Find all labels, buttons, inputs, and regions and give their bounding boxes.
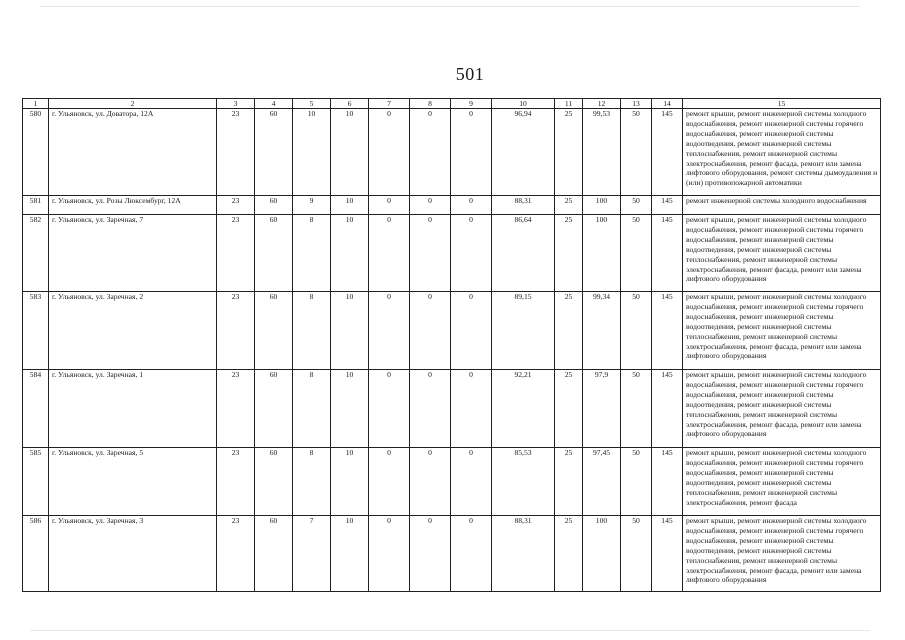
value-cell: 100	[583, 196, 621, 215]
column-number: 4	[255, 99, 293, 109]
value-cell: 9	[293, 196, 331, 215]
value-cell: 0	[410, 215, 451, 292]
column-number: 15	[683, 99, 881, 109]
value-cell: 8	[293, 292, 331, 370]
table-row	[23, 196, 881, 215]
column-number: 3	[217, 99, 255, 109]
column-number: 12	[583, 99, 621, 109]
value-cell: 23	[217, 516, 255, 592]
value-cell: 8	[293, 370, 331, 448]
value-cell: 0	[451, 370, 492, 448]
value-cell: 10	[331, 196, 369, 215]
column-number: 6	[331, 99, 369, 109]
table-row	[23, 448, 881, 516]
value-cell: 10	[331, 370, 369, 448]
value-cell: 0	[451, 109, 492, 196]
value-cell: 60	[255, 196, 293, 215]
value-cell: 0	[451, 292, 492, 370]
value-cell: 0	[451, 196, 492, 215]
value-cell: 7	[293, 516, 331, 592]
column-number: 9	[451, 99, 492, 109]
value-cell: 60	[255, 215, 293, 292]
works-description-cell: ремонт крыши, ремонт инженерной системы холодного водоснабжения, ремонт инженерной системы горячего водоснабжения, ремонт инженерной системы водоотведения, ремонт инженерной системы теплоснабжения, ремонт инженерной системы электроснабжения, ремонт фасада	[683, 448, 881, 516]
value-cell: 0	[451, 448, 492, 516]
value-cell: 0	[451, 215, 492, 292]
address-cell: г. Ульяновск, ул. Заречная, 3	[49, 516, 217, 592]
value-cell: 99,34	[583, 292, 621, 370]
value-cell: 10	[331, 292, 369, 370]
value-cell: 0	[410, 370, 451, 448]
column-number: 11	[555, 99, 583, 109]
value-cell: 25	[555, 370, 583, 448]
value-cell: 10	[331, 109, 369, 196]
table-row	[23, 215, 881, 292]
column-number: 7	[369, 99, 410, 109]
value-cell: 0	[369, 196, 410, 215]
value-cell: 60	[255, 516, 293, 592]
value-cell: 97,45	[583, 448, 621, 516]
value-cell: 60	[255, 292, 293, 370]
value-cell: 8	[293, 215, 331, 292]
column-number: 14	[652, 99, 683, 109]
table-row	[23, 370, 881, 448]
value-cell: 23	[217, 196, 255, 215]
value-cell: 25	[555, 109, 583, 196]
works-description-cell: ремонт крыши, ремонт инженерной системы холодного водоснабжения, ремонт инженерной системы горячего водоснабжения, ремонт инженерной системы водоотведения, ремонт инженерной системы теплоснабжения, ремонт инженерной системы электроснабжения, ремонт фасада, ремонт или замена лифтового оборудования	[683, 516, 881, 592]
value-cell: 0	[369, 109, 410, 196]
value-cell: 50	[621, 109, 652, 196]
value-cell: 25	[555, 292, 583, 370]
value-cell: 145	[652, 448, 683, 516]
repair-program-table	[22, 98, 881, 592]
value-cell: 23	[217, 109, 255, 196]
value-cell: 92,21	[492, 370, 555, 448]
value-cell: 50	[621, 370, 652, 448]
value-cell: 0	[369, 370, 410, 448]
table-row	[23, 516, 881, 592]
value-cell: 25	[555, 448, 583, 516]
value-cell: 10	[331, 448, 369, 516]
value-cell: 50	[621, 516, 652, 592]
value-cell: 23	[217, 215, 255, 292]
column-number: 13	[621, 99, 652, 109]
value-cell: 8	[293, 448, 331, 516]
value-cell: 86,64	[492, 215, 555, 292]
address-cell: г. Ульяновск, ул. Заречная, 7	[49, 215, 217, 292]
row-number: 586	[23, 516, 49, 592]
row-number: 585	[23, 448, 49, 516]
value-cell: 0	[410, 516, 451, 592]
column-number: 2	[49, 99, 217, 109]
table-row	[23, 109, 881, 196]
works-description-cell: ремонт инженерной системы холодного водоснабжения	[683, 196, 881, 215]
value-cell: 60	[255, 109, 293, 196]
column-number-row	[23, 99, 881, 109]
value-cell: 10	[331, 516, 369, 592]
works-description-cell: ремонт крыши, ремонт инженерной системы холодного водоснабжения, ремонт инженерной системы горячего водоснабжения, ремонт инженерной системы водоотведения, ремонт инженерной системы теплоснабжения, ремонт инженерной системы электроснабжения, ремонт фасада, ремонт или замена лифтового оборудования, ремонт системы дымоудаления и (или) противопожарной автоматики	[683, 109, 881, 196]
row-number: 584	[23, 370, 49, 448]
value-cell: 85,53	[492, 448, 555, 516]
value-cell: 25	[555, 215, 583, 292]
column-number: 1	[23, 99, 49, 109]
address-cell: г. Ульяновск, ул. Заречная, 2	[49, 292, 217, 370]
value-cell: 145	[652, 196, 683, 215]
value-cell: 25	[555, 516, 583, 592]
value-cell: 0	[451, 516, 492, 592]
table-row	[23, 292, 881, 370]
value-cell: 88,31	[492, 516, 555, 592]
value-cell: 10	[331, 215, 369, 292]
works-description-cell: ремонт крыши, ремонт инженерной системы холодного водоснабжения, ремонт инженерной системы горячего водоснабжения, ремонт инженерной системы водоотведения, ремонт инженерной системы теплоснабжения, ремонт инженерной системы электроснабжения, ремонт фасада, ремонт или замена лифтового оборудования	[683, 370, 881, 448]
value-cell: 0	[410, 109, 451, 196]
value-cell: 60	[255, 370, 293, 448]
row-number: 580	[23, 109, 49, 196]
value-cell: 10	[293, 109, 331, 196]
value-cell: 145	[652, 516, 683, 592]
value-cell: 145	[652, 292, 683, 370]
value-cell: 23	[217, 292, 255, 370]
value-cell: 23	[217, 370, 255, 448]
works-description-cell: ремонт крыши, ремонт инженерной системы холодного водоснабжения, ремонт инженерной системы горячего водоснабжения, ремонт инженерной системы водоотведения, ремонт инженерной системы теплоснабжения, ремонт инженерной системы электроснабжения, ремонт фасада, ремонт или замена лифтового оборудования	[683, 215, 881, 292]
row-number: 582	[23, 215, 49, 292]
value-cell: 96,94	[492, 109, 555, 196]
column-number: 10	[492, 99, 555, 109]
value-cell: 100	[583, 516, 621, 592]
address-cell: г. Ульяновск, ул. Заречная, 5	[49, 448, 217, 516]
value-cell: 145	[652, 215, 683, 292]
value-cell: 0	[369, 292, 410, 370]
address-cell: г. Ульяновск, ул. Заречная, 1	[49, 370, 217, 448]
value-cell: 0	[369, 448, 410, 516]
value-cell: 145	[652, 109, 683, 196]
value-cell: 50	[621, 196, 652, 215]
value-cell: 100	[583, 215, 621, 292]
row-number: 583	[23, 292, 49, 370]
value-cell: 23	[217, 448, 255, 516]
value-cell: 0	[369, 215, 410, 292]
row-number: 581	[23, 196, 49, 215]
column-number: 5	[293, 99, 331, 109]
scan-artifact-top	[40, 6, 860, 7]
value-cell: 60	[255, 448, 293, 516]
value-cell: 50	[621, 215, 652, 292]
column-number: 8	[410, 99, 451, 109]
value-cell: 99,53	[583, 109, 621, 196]
works-description-cell: ремонт крыши, ремонт инженерной системы холодного водоснабжения, ремонт инженерной системы горячего водоснабжения, ремонт инженерной системы водоотведения, ремонт инженерной системы теплоснабжения, ремонт инженерной системы электроснабжения, ремонт фасада, ремонт или замена лифтового оборудования	[683, 292, 881, 370]
value-cell: 145	[652, 370, 683, 448]
value-cell: 0	[410, 448, 451, 516]
value-cell: 97,9	[583, 370, 621, 448]
value-cell: 0	[410, 196, 451, 215]
address-cell: г. Ульяновск, ул. Розы Люксембург, 12А	[49, 196, 217, 215]
value-cell: 0	[410, 292, 451, 370]
value-cell: 0	[369, 516, 410, 592]
page-number: 501	[455, 64, 485, 84]
value-cell: 50	[621, 292, 652, 370]
value-cell: 89,15	[492, 292, 555, 370]
value-cell: 50	[621, 448, 652, 516]
address-cell: г. Ульяновск, ул. Доватора, 12А	[49, 109, 217, 196]
scan-artifact-bottom	[30, 630, 870, 631]
value-cell: 25	[555, 196, 583, 215]
document-sheet	[22, 98, 880, 592]
value-cell: 88,31	[492, 196, 555, 215]
